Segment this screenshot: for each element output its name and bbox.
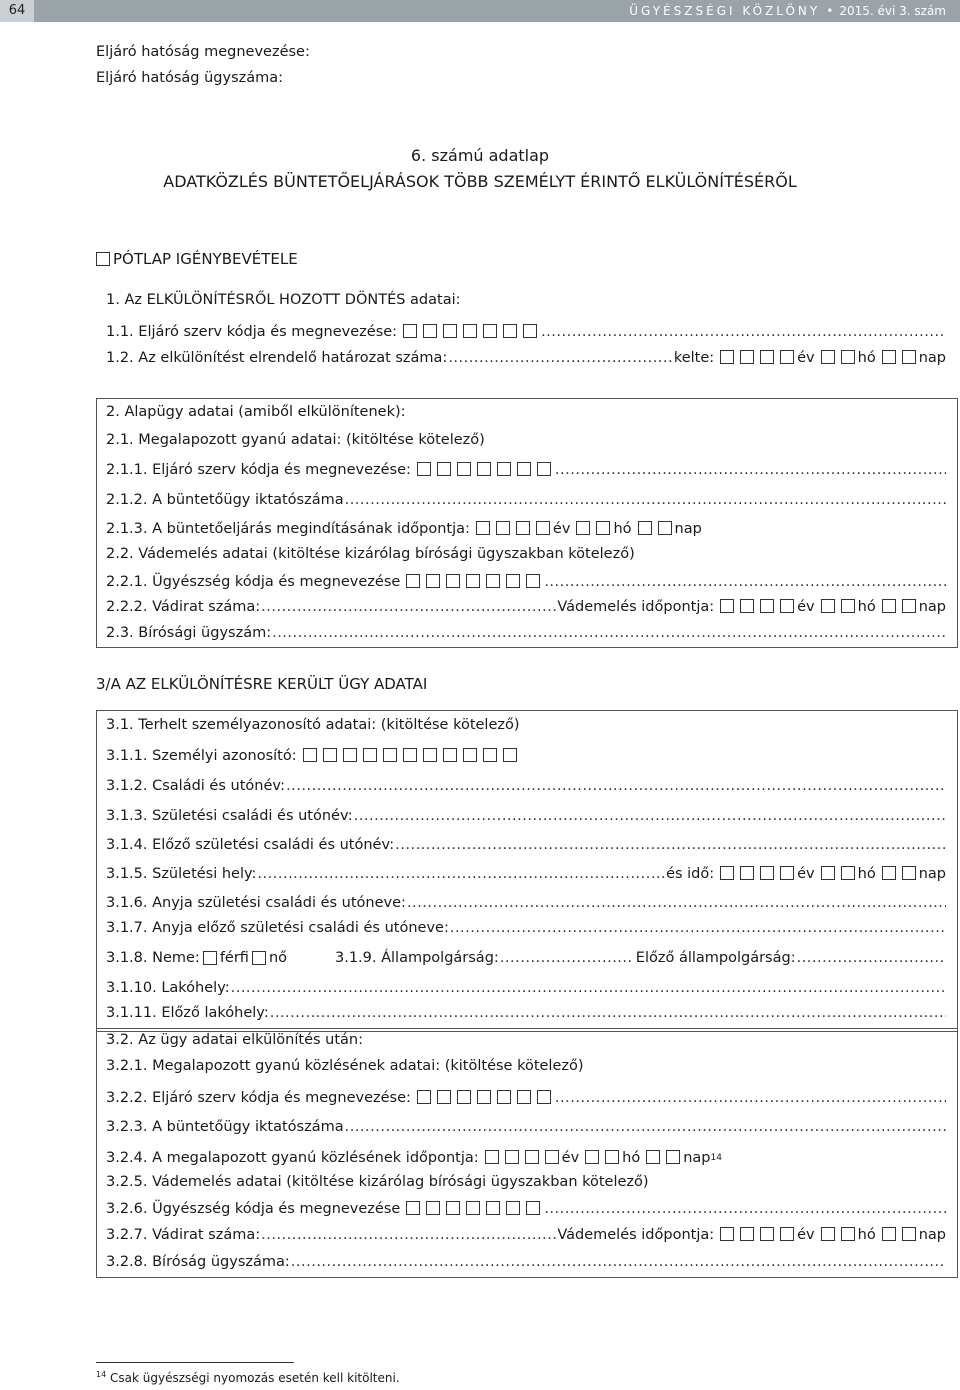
year-label: év [552,521,571,537]
year-boxes[interactable] [473,519,553,539]
month-label: hó [857,866,876,882]
footnote-number: 14 [96,1370,107,1379]
year-label: év [797,599,815,615]
input-box[interactable] [882,350,896,364]
month-label: hó [857,599,876,615]
month-boxes[interactable] [582,1148,622,1168]
year-label: év [797,350,815,366]
day-label: nap [918,1227,946,1243]
code-boxes[interactable] [403,1199,543,1219]
label-3-1-5: 3.1.5. Születési hely: [106,866,257,882]
input-box[interactable] [821,599,835,613]
label-2-2-1: 2.2.1. Ügyészség kódja és megnevezése [106,574,401,590]
input-box[interactable] [446,574,460,588]
label-3-2-7: 3.2.7. Vádirat száma: [106,1227,261,1243]
authority-name-label: Eljáró hatóság megnevezése: [96,44,310,60]
month-boxes[interactable] [573,519,613,539]
input-box[interactable] [476,521,490,535]
input-box[interactable] [902,599,916,613]
section3-heading: 3/A AZ ELKÜLÖNÍTÉSRE KERÜLT ÜGY ADATAI [96,675,428,693]
code-boxes[interactable] [403,572,543,592]
month-boxes[interactable] [818,597,858,617]
input-box[interactable] [821,1227,835,1241]
input-box[interactable] [536,521,550,535]
row-3-1-8 [106,948,946,968]
input-box[interactable] [525,1150,539,1164]
fill-line[interactable] [544,1199,946,1219]
male-label: férfi [219,950,249,966]
day-label: nap [918,866,946,882]
fill-line[interactable] [291,1252,946,1272]
row-1-2 [106,348,946,368]
page-number: 64 [0,0,34,22]
month-boxes[interactable] [818,1225,858,1245]
label-2-2: 2.2. Vádemelés adatai (kitöltése kizárólag bírósági ügyszakban kötelező) [106,546,635,562]
input-box[interactable] [403,748,417,762]
journal-header [629,0,946,22]
input-box[interactable] [841,350,855,364]
input-box[interactable] [497,1090,511,1104]
label-3-2-4: 3.2.4. A megalapozott gyanú közlésének időpontja: [106,1150,479,1166]
input-box[interactable] [526,574,540,588]
fill-line[interactable] [354,806,946,826]
header-separator: • [826,4,834,18]
input-box[interactable] [720,1227,734,1241]
birth-time-label: és idő: [666,866,715,882]
input-box[interactable] [585,1150,599,1164]
input-box[interactable] [841,866,855,880]
input-box[interactable] [457,462,471,476]
row-3-1-1 [106,746,946,766]
row-3-1-5 [106,864,946,884]
label-2-1-3: 2.1.3. A büntetőeljárás megindításának időpontja: [106,521,470,537]
year-boxes[interactable] [717,348,797,368]
input-box[interactable] [483,748,497,762]
input-box[interactable] [463,748,477,762]
row-3-2-2 [106,1088,946,1108]
input-box[interactable] [483,324,497,338]
fill-line[interactable] [544,572,946,592]
fill-line[interactable] [286,776,946,796]
input-box[interactable] [343,748,357,762]
day-boxes[interactable] [879,864,919,884]
input-box[interactable] [666,1150,680,1164]
day-boxes[interactable] [879,348,919,368]
fill-line[interactable] [797,948,946,968]
label-3-1-4: 3.1.4. Előző születési családi és utónév: [106,837,395,853]
input-box[interactable] [446,1201,460,1215]
label-1-2: 1.2. Az elkülönítést elrendelő határozat száma: [106,350,448,366]
input-box[interactable] [486,574,500,588]
day-boxes[interactable] [635,519,675,539]
input-box[interactable] [658,521,672,535]
month-label: hó [622,1150,641,1166]
input-box[interactable] [466,574,480,588]
month-label: hó [613,521,632,537]
row-3-2-6 [106,1199,946,1219]
input-box[interactable] [485,1150,499,1164]
input-box[interactable] [426,1201,440,1215]
label-3-2-6: 3.2.6. Ügyészség kódja és megnevezése [106,1201,401,1217]
row-2-1-3 [106,519,946,539]
label-3-1: 3.1. Terhelt személyazonosító adatai: (kitöltése kötelező) [106,717,520,733]
code-boxes[interactable] [414,460,554,480]
day-boxes[interactable] [643,1148,683,1168]
row-3-1-7 [106,918,946,938]
label-2-1-1: 2.1.1. Eljáró szerv kódja és megnevezése: [106,462,411,478]
input-box[interactable] [882,599,896,613]
fill-line[interactable] [395,835,946,855]
label-3-1-9: 3.1.9. Állampolgárság: [335,950,499,966]
input-box[interactable] [638,521,652,535]
row-1-1 [106,322,946,342]
input-box[interactable] [406,574,420,588]
input-box[interactable] [780,866,794,880]
fill-line[interactable] [448,348,673,368]
input-box[interactable] [383,748,397,762]
fill-line[interactable] [345,1117,946,1137]
input-box[interactable] [902,350,916,364]
row-2-3 [106,623,946,643]
input-box[interactable] [760,599,774,613]
input-box[interactable] [902,1227,916,1241]
label-2-2-2: 2.2.2. Vádirat száma: [106,599,261,615]
label-3-2-3: 3.2.3. A büntetőügy iktatószáma [106,1119,344,1135]
footnote-ref: 14 [710,1153,722,1163]
input-box[interactable] [780,350,794,364]
row-2-1-1 [106,460,946,480]
supplement-label: PÓTLAP IGÉNYBEVÉTELE [113,250,298,268]
day-label: nap [683,1150,711,1166]
input-box[interactable] [646,1150,660,1164]
fill-line[interactable] [555,460,946,480]
label-2-3: 2.3. Bírósági ügyszám: [106,625,272,641]
input-box[interactable] [496,521,510,535]
label-3-1-7: 3.1.7. Anyja előző születési családi és utóneve: [106,920,449,936]
input-box[interactable] [503,748,517,762]
month-label: hó [857,350,876,366]
label-3-2-1: 3.2.1. Megalapozott gyanú közlésének adatai: (kitöltése kötelező) [106,1058,584,1074]
day-label: nap [918,350,946,366]
input-box[interactable] [506,574,520,588]
year-label: év [561,1150,580,1166]
year-label: év [797,1227,815,1243]
label-3-1-11: 3.1.11. Előző lakóhely: [106,1005,269,1021]
fill-line[interactable] [272,623,946,643]
day-boxes[interactable] [879,597,919,617]
input-box[interactable] [466,1201,480,1215]
input-box[interactable] [720,599,734,613]
input-box[interactable] [882,1227,896,1241]
day-boxes[interactable] [879,1225,919,1245]
label-3-2-8: 3.2.8. Bíróság ügyszáma: [106,1254,290,1270]
input-box[interactable] [720,866,734,880]
input-box[interactable] [821,350,835,364]
input-box[interactable] [841,1227,855,1241]
male-checkbox[interactable] [203,951,217,965]
row-2-2-1 [106,572,946,592]
input-box[interactable] [740,866,754,880]
input-box[interactable] [323,748,337,762]
input-box[interactable] [537,1090,551,1104]
row-3-2-3 [106,1117,946,1137]
fill-line[interactable] [270,1003,946,1023]
month-boxes[interactable] [818,864,858,884]
label-3-1-6: 3.1.6. Anyja születési családi és utóneve: [106,895,406,911]
row-3-1-4 [106,835,946,855]
row-3-1-2 [106,776,946,796]
form-number: 6. számú adatlap [410,146,550,165]
code-boxes[interactable] [400,322,540,342]
fill-line[interactable] [261,1225,557,1245]
input-box[interactable] [443,324,457,338]
input-box[interactable] [517,1090,531,1104]
input-box[interactable] [821,866,835,880]
input-box[interactable] [477,1090,491,1104]
input-box[interactable] [437,462,451,476]
input-box[interactable] [497,462,511,476]
journal-title: ÜGYÉSZSÉGI KÖZLÖNY [629,4,821,18]
label-3-1-2: 3.1.2. Családi és utónév: [106,778,286,794]
citizenship-fill[interactable] [500,948,632,968]
section1-heading: 1. Az ELKÜLÖNÍTÉSRŐL HOZOTT DÖNTÉS adatai: [106,292,461,308]
form-title: ADATKÖZLÉS BÜNTETŐELJÁRÁSOK TÖBB SZEMÉLYT ÉRINTŐ ELKÜLÖNÍTÉSÉRŐL [163,172,797,191]
input-box[interactable] [443,748,457,762]
input-box[interactable] [740,1227,754,1241]
fill-line[interactable] [407,893,946,913]
month-boxes[interactable] [818,348,858,368]
fill-line[interactable] [231,978,946,998]
footnote-text: Csak ügyészségi nyomozás esetén kell kitölteni. [110,1371,400,1385]
fill-line[interactable] [345,490,946,510]
issue-label: 2015. évi 3. szám [839,4,946,18]
input-box[interactable] [740,599,754,613]
label-3-1-8: 3.1.8. Neme: [106,950,200,966]
prev-citizenship-label: Előző állampolgárság: [635,950,796,966]
date-label: kelte: [673,350,715,366]
footnote [96,1370,400,1385]
fill-line[interactable] [261,597,557,617]
input-box[interactable] [517,462,531,476]
label-2-1-2: 2.1.2. A büntetőügy iktatószáma [106,492,344,508]
day-label: nap [918,599,946,615]
input-box[interactable] [486,1201,500,1215]
input-box[interactable] [596,521,610,535]
row-2-2-2 [106,597,946,617]
input-box[interactable] [780,599,794,613]
input-box[interactable] [740,350,754,364]
input-box[interactable] [780,1227,794,1241]
section2-heading: 2. Alapügy adatai (amiből elkülönítenek): [106,404,406,420]
input-box[interactable] [760,350,774,364]
label-3-1-3: 3.1.3. Születési családi és utónév: [106,808,353,824]
row-3-2-8 [106,1252,946,1272]
label-3-2-2: 3.2.2. Eljáró szerv kódja és megnevezése: [106,1090,411,1106]
input-box[interactable] [576,521,590,535]
row-3-1-10 [106,978,946,998]
row-2-1-2 [106,490,946,510]
input-box[interactable] [423,324,437,338]
input-box[interactable] [426,574,440,588]
fill-line[interactable] [257,864,666,884]
input-box[interactable] [437,1090,451,1104]
input-box[interactable] [503,324,517,338]
indictment-date-label: Vádemelés időpontja: [557,599,715,615]
year-boxes[interactable] [717,1225,797,1245]
input-box[interactable] [463,324,477,338]
label-1-1: 1.1. Eljáró szerv kódja és megnevezése: [106,324,398,340]
year-boxes[interactable] [717,864,797,884]
supplement-checkbox[interactable] [96,252,110,266]
year-boxes[interactable] [717,597,797,617]
input-box[interactable] [477,462,491,476]
input-box[interactable] [523,324,537,338]
input-box[interactable] [417,1090,431,1104]
input-box[interactable] [417,462,431,476]
code-boxes[interactable] [414,1088,554,1108]
input-box[interactable] [363,748,377,762]
input-box[interactable] [423,748,437,762]
year-label: év [797,866,815,882]
input-box[interactable] [303,748,317,762]
fill-line[interactable] [450,918,946,938]
input-box[interactable] [505,1150,519,1164]
female-label: nő [268,950,287,966]
input-box[interactable] [882,866,896,880]
supplement-row [96,250,298,268]
female-checkbox[interactable] [252,951,266,965]
label-3-1-1: 3.1.1. Személyi azonosító: [106,748,297,764]
input-box[interactable] [406,1201,420,1215]
input-box[interactable] [841,599,855,613]
input-box[interactable] [605,1150,619,1164]
input-box[interactable] [516,521,530,535]
input-box[interactable] [545,1150,559,1164]
label-3-1-10: 3.1.10. Lakóhely: [106,980,230,996]
input-box[interactable] [720,350,734,364]
input-box[interactable] [457,1090,471,1104]
fill-line[interactable] [541,322,946,342]
day-label: nap [674,521,702,537]
row-3-1-6 [106,893,946,913]
authority-case-label: Eljáró hatóság ügyszáma: [96,70,284,86]
row-3-1-11 [106,1003,946,1023]
label-2-1: 2.1. Megalapozott gyanú adatai: (kitöltése kötelező) [106,432,485,448]
input-box[interactable] [537,462,551,476]
indictment-date-label: Vádemelés időpontja: [557,1227,715,1243]
personal-id-boxes[interactable] [300,746,520,766]
input-box[interactable] [902,866,916,880]
input-box[interactable] [506,1201,520,1215]
row-3-2-7 [106,1225,946,1245]
input-box[interactable] [403,324,417,338]
label-3-2: 3.2. Az ügy adatai elkülönítés után: [106,1032,363,1048]
month-label: hó [857,1227,876,1243]
input-box[interactable] [760,866,774,880]
label-3-2-5: 3.2.5. Vádemelés adatai (kitöltése kizárólag bírósági ügyszakban kötelező) [106,1174,649,1190]
fill-line[interactable] [555,1088,946,1108]
input-box[interactable] [526,1201,540,1215]
row-3-1-3 [106,806,946,826]
footnote-divider [96,1362,294,1363]
row-3-2-4 [106,1148,946,1168]
input-box[interactable] [760,1227,774,1241]
year-boxes[interactable] [482,1148,562,1168]
